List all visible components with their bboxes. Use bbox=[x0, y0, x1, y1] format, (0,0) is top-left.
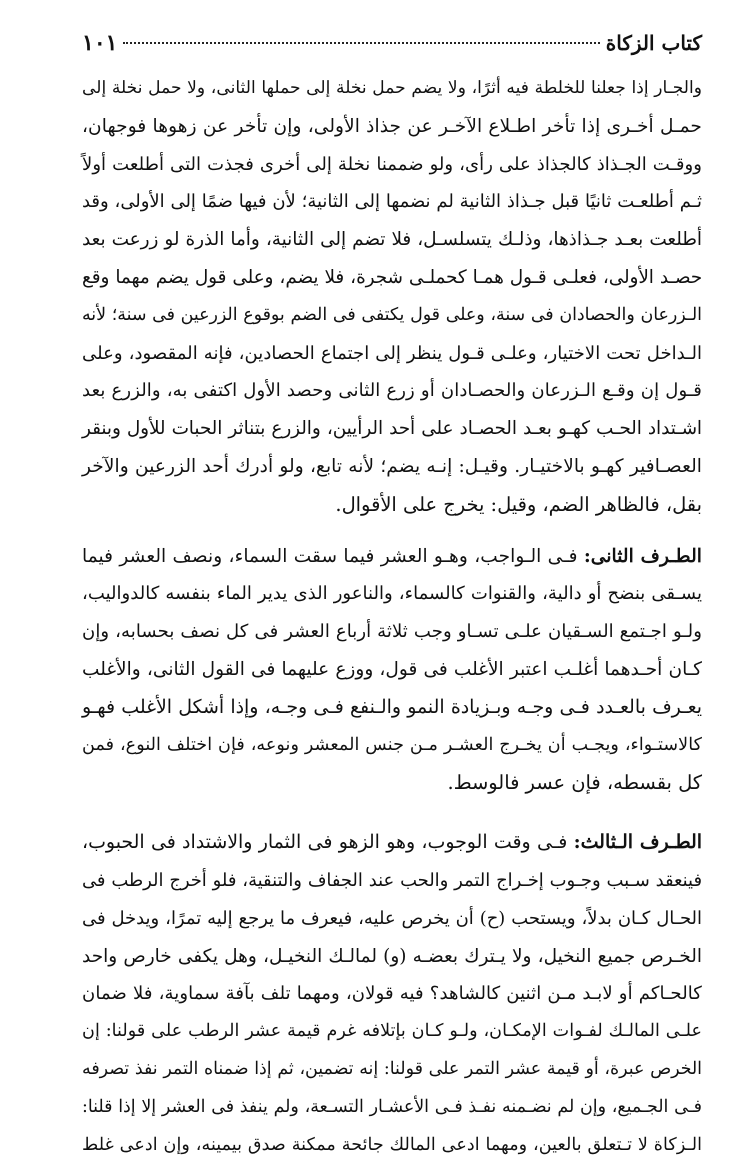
text-line bbox=[82, 824, 702, 862]
header-leader-dots bbox=[123, 42, 599, 44]
section-gap bbox=[82, 524, 702, 538]
section-heading: الطـرف الثانى: bbox=[583, 544, 702, 567]
heading-line-text: فـى وقت الوجوب، وهو الزهو فى الثمار والاشتداد فى الحبوب، bbox=[82, 831, 574, 854]
text-line bbox=[82, 538, 702, 576]
text-line: والجـار إذا جعلنا للخلطة فيه أثرًا، ولا يضم حمل نخلة إلى حملها الثانى، ولا حمل نخلة إلى bbox=[82, 78, 702, 98]
text-line: بقل، فالظاهر الضم، وقيل: يخرج على الأقوال. bbox=[335, 492, 702, 516]
text-line: حمـل أخـرى إذا تأخر اطـلاع الآخـر عن جذاذ الأولى، وإن تأخر عن زهوها فوجهان، bbox=[82, 115, 702, 137]
section-heading: الطـرف الـثالث: bbox=[573, 831, 702, 854]
text-line: قـول إن وقـع الـزرعان والحصـادان أو زرع الثانى وحصد الأول اكتفى به، والزرع بعد bbox=[82, 380, 702, 402]
page-body bbox=[82, 70, 702, 1164]
text-line: فـى الجـميع، وإن لم نضـمنه نفـذ فـى الأعشـار التسـعة، ولم ينفذ فى العشر إلا إذا قلنا: bbox=[82, 1096, 702, 1117]
text-line: علـى المالـك لفـوات الإمكـان، ولـو كـان بإتلافه غرم قيمة عشر الرطب على قولنا: إن bbox=[82, 1021, 702, 1042]
text-line: يسـقى بنضح أو دالية، والقنوات كالسماء، والناعور الذى يدير الماء بنفسه كالدواليب، bbox=[82, 583, 702, 605]
paragraph-third-part bbox=[82, 824, 702, 1164]
section-gap bbox=[82, 802, 702, 824]
text-line: الـداخل تحت الاختيار، وعلـى قـول ينظر إلى اجتماع الحصادين، فإنه المقصود، وعلى bbox=[82, 342, 702, 364]
page-number: ١٠١ bbox=[82, 30, 118, 56]
text-line: ثـم أطلعـت ثانيًا قبل جـذاذ الثانية لم نضمها إلى الثانية؛ لأن فيها ضمًا إلى الأولى، وقد bbox=[82, 191, 702, 213]
text-line: الخـرص جميع النخيل، ولا يـترك بعضـه (و) لمالـك النخيـل، وهل يكفى خارص واحد bbox=[82, 945, 702, 967]
heading-line-text: فـى الـواجب، وهـو العشر فيما سقت السماء، ونصف العشر فيما bbox=[82, 545, 584, 567]
text-line: كالاستـواء، ويجـب أن يخـرج العشـر مـن جنس المعشر ونوعه، فإن اختلف النوع، فمن bbox=[82, 734, 702, 755]
text-line: ووقـت الجـذاذ كالجذاذ على رأى، ولو ضممنا نخلة إلى أخرى فجذت التى أطلعت أولاً bbox=[82, 153, 702, 175]
running-title: كتاب الزكاة bbox=[605, 31, 702, 55]
text-line: الـزكاة لا تـتعلق بالعين، ومهما ادعى المالك جائحة ممكنة صدق بيمينه، وإن ادعى غلط bbox=[82, 1134, 702, 1155]
text-line: كل بقسطه، فإن عسر فالوسط. bbox=[447, 771, 702, 795]
page-header bbox=[82, 30, 702, 62]
text-line: الـزرعان والحصادان فى سنة، وعلى قول يكتفى فى الضم بوقوع الزرعين فى سنة؛ لأنه bbox=[82, 304, 702, 325]
text-line: فينعقد سـبب وجـوب إخـراج التمر والحب عند الجفاف والتنقية، فلو أخرج الرطب فى bbox=[82, 869, 702, 891]
paragraph-second-part bbox=[82, 538, 702, 803]
text-line: اشـتداد الحـب كهـو بعـد الحصـاد على أحد الرأيين، والزرع بتناثر الحبات للأول وبنقر bbox=[82, 418, 702, 440]
text-line: ولـو اجـتمع السـقيان علـى تسـاو وجب ثلاثة أرباع العشر فى كل نصف بحسابه، وإن bbox=[82, 621, 702, 643]
text-line: الحـال كـان بدلاً، ويستحب (ح) أن يخرص عليه، فيعرف ما يرجع إليه تمرًا، ويدخل فى bbox=[82, 907, 702, 929]
text-line: أطلعت بعـد جـذاذها، وذلـك يتسلسـل، فلا تضم إلى الثانية، وأما الذرة لو زرعت بعد bbox=[82, 229, 702, 251]
text-line: كـان أحـدهما أغلـب اعتبر الأغلب فى قول، ووزع عليهما فى القول الثانى، والأغلب bbox=[82, 658, 702, 680]
text-line: حصـد الأولى، فعلـى قـول همـا كحملـى شجرة، فلا يضم، وعلى قول يضم مهما وقع bbox=[82, 266, 702, 288]
paragraph-plant-merging bbox=[82, 70, 702, 524]
text-line: كالحـاكم أو لابـد مـن اثنين كالشاهد؟ فيه قولان، ومهما تلف بآفة سماوية، فلا ضمان bbox=[82, 983, 702, 1005]
text-line: العصـافير كهـو بالاختيـار. وقيـل: إنـه يضم؛ لأنه تابع، ولو أدرك أحد الزرعين والآخر bbox=[82, 455, 702, 477]
text-line: يعـرف بالعـدد فـى وجـه وبـزيادة النمو والـنفع فـى وجـه، وإذا أشكل الأغلب فهـو bbox=[82, 695, 702, 718]
text-line: الخرص عبرة، أو قيمة عشر التمر على قولنا: إنه تضمين، ثم إذا ضمناه التمر نفذ تصرفه bbox=[82, 1058, 702, 1079]
